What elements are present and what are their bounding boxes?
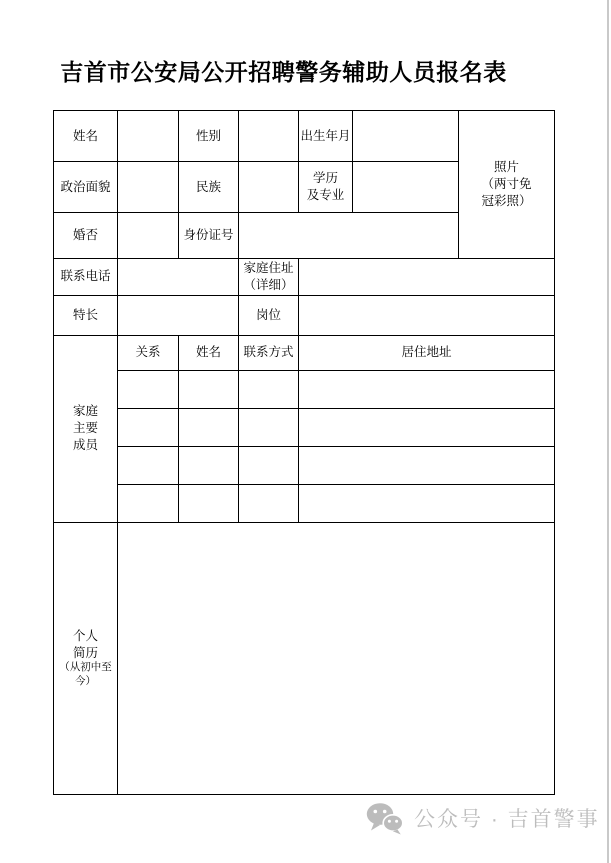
row-basic-info-1 [54,111,555,162]
id-number-field [239,213,459,259]
gender-field [239,111,299,162]
position-field [299,295,555,335]
ethnicity-label: 民族 [179,162,239,213]
political-status-label: 政治面貌 [54,162,118,213]
row-specialty-position [54,295,555,335]
family-address-field [299,408,555,446]
name-label: 姓名 [54,111,118,162]
family-address-field [299,370,555,408]
watermark-text: 公众号 · 吉首警事 [414,808,600,831]
home-address-field [299,259,555,296]
gender-label: 性别 [179,111,239,162]
family-name-field [179,370,239,408]
family-col-address: 居住地址 [299,335,555,370]
wechat-watermark [366,799,600,837]
page-title: 吉首市公安局公开招聘警务辅助人员报名表 [60,60,507,85]
family-contact-field [239,408,299,446]
family-name-field [179,446,239,484]
family-row [54,370,555,408]
family-contact-field [239,446,299,484]
resume-field [118,522,555,794]
birth-date-field [353,111,459,162]
home-address-label: 家庭住址 （详细） [239,259,299,296]
position-label: 岗位 [239,295,299,335]
specialty-field [118,295,239,335]
id-number-label: 身份证号 [179,213,239,259]
family-col-contact: 联系方式 [239,335,299,370]
phone-label: 联系电话 [54,259,118,296]
resume-note-line2: 今） [75,676,96,688]
family-relation-field [118,408,179,446]
photo-label: 照片 [493,160,519,175]
education-major-label: 学历 及专业 [299,162,353,213]
family-section-header-row [54,335,555,370]
specialty-label: 特长 [54,295,118,335]
education-major-field [353,162,459,213]
marital-status-field [118,213,179,259]
ethnicity-field [239,162,299,213]
row-contact [54,259,555,296]
photo-cell [459,111,555,259]
birth-date-label: 出生年月 [299,111,353,162]
resume-label: 个人 简历 （从初中至 今） [54,522,118,794]
wechat-icon [366,802,403,835]
political-status-field [118,162,179,213]
family-contact-field [239,484,299,522]
family-address-field [299,484,555,522]
family-address-field [299,446,555,484]
photo-note-line2: 冠彩照） [481,193,532,208]
family-col-relation: 关系 [118,335,179,370]
family-contact-field [239,370,299,408]
name-field [118,111,179,162]
page-edge-divider [607,0,609,863]
marital-status-label: 婚否 [54,213,118,259]
resume-note-line1: （从初中至 [59,662,112,674]
family-relation-field [118,370,179,408]
family-name-field [179,484,239,522]
family-row [54,408,555,446]
phone-field [118,259,239,296]
resume-row [54,522,555,794]
family-relation-field [118,484,179,522]
application-form-table [53,110,555,795]
family-row [54,446,555,484]
family-row [54,484,555,522]
family-relation-field [118,446,179,484]
family-section-label: 家庭 主要 成员 [54,335,118,522]
family-name-field [179,408,239,446]
photo-note-line1: （两寸免 [481,177,532,192]
family-col-name: 姓名 [179,335,239,370]
